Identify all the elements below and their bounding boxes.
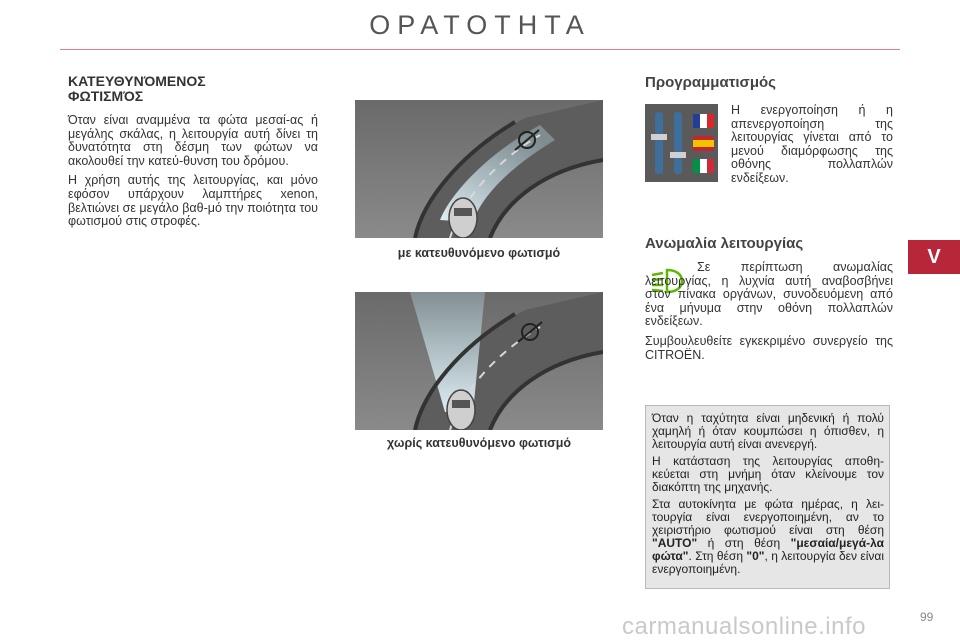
intro-paragraph-1: Όταν είναι αναμμένα τα φώτα μεσαί-ας ή μεγάλης σκάλας, η λειτουργία αυτή δίνει τη δυνατότητα στη δέσμη των φώτων να ακολουθεί την κατεύ-θυνση του δρόμου. — [68, 113, 318, 168]
car-icon — [449, 198, 477, 238]
malfunction-text — [645, 261, 893, 368]
page-number: 99 — [920, 610, 934, 624]
intro-text — [68, 114, 318, 235]
flag-icon-spain — [693, 136, 714, 151]
note-paragraph-1: Όταν η ταχύτητα είναι μηδενική ή πολύ χαμηλή ή όταν κουμπώσει η όπισθεν, η λειτουργία αυτή είναι ανενεργή. — [652, 411, 884, 451]
section-heading-adaptive-lighting — [68, 74, 328, 104]
note-paragraph-3: Στα αυτοκίνητα με φώτα ημέρας, η λει-τουργία είναι ενεργοποιημένη, αν το χειριστήριο φωτισμού είναι στη θέση "AUTO" ή στη θέση "μεσαία/μεγά-λα φώτα". Στη θέση "0", η λειτουργία δεν είναι ενεργοποιημένη. — [652, 497, 884, 576]
programming-paragraph: Η ενεργοποίηση ή η απενεργοποίηση της λειτουργίας γίνεται από το μενού διαμόρφωσης της οθόνης πολλαπλών ενδείξεων. — [731, 103, 893, 185]
road-illustration-curved-beam — [355, 100, 603, 238]
figure-without-adaptive-lighting — [355, 292, 603, 430]
dipped-main-beam-setting-label: "μεσαία/μεγά-λα φώτα" — [652, 536, 884, 563]
watermark: carmanualsonline.info — [622, 613, 866, 640]
page-title: ΟΡΑΤΟΤΗΤΑ — [369, 10, 591, 40]
note-paragraph-2: Η κατάσταση της λειτουργίας αποθη-κεύεται στη μνήμη όταν κλείνουμε τον διακόπτη της μηχανής. — [652, 454, 884, 494]
programming-text — [731, 104, 893, 192]
caption-without-adaptive-lighting: χωρίς κατευθυνόμενο φωτισμό — [387, 436, 571, 450]
flag-icon-italy — [693, 159, 714, 173]
heading-line-1: ΚΑΤΕΥΘΥΝΌΜΕΝΟΣ — [68, 73, 206, 89]
malfunction-heading: Ανωμαλία λειτουργίας — [645, 235, 804, 252]
figure-with-adaptive-lighting — [355, 100, 603, 238]
malfunction-paragraph-1: Σε περίπτωση ανωμαλίας λειτουργίας, η λυχνία αυτή αναβοσβήνει στον πίνακα οργάνων, συνοδευόμενη από ένα μήνυμα στην οθόνη πολλαπλών ενδείξεων. — [645, 260, 893, 329]
title-divider — [60, 49, 900, 50]
road-illustration-straight-beam — [355, 292, 603, 430]
multifunction-display-menu-thumbnail — [645, 104, 718, 182]
malfunction-paragraph-2: Συμβουλευθείτε εγκεκριμένο συνεργείο της CITROËN. — [645, 333, 893, 362]
caption-with-adaptive-lighting: με κατευθυνόμενο φωτισμό — [397, 246, 561, 260]
programming-heading: Προγραμματισμός — [645, 74, 776, 91]
auto-setting-label: "AUTO" — [652, 536, 698, 550]
chapter-tab: V — [908, 240, 960, 274]
zero-setting-label: "0" — [746, 549, 765, 563]
flag-icon-france — [693, 114, 714, 128]
intro-paragraph-2: Η χρήση αυτής της λειτουργίας, και μόνο εφόσον υπάρχουν λαμπτήρες xenon, βελτιώνει σε μεγάλο βαθ-μό την ποιότητα του φωτισμού στις στροφές. — [68, 173, 318, 229]
heading-line-2: ΦΩΤΙΣΜΌΣ — [68, 88, 144, 104]
car-icon — [447, 390, 475, 430]
info-note-box — [645, 405, 890, 589]
